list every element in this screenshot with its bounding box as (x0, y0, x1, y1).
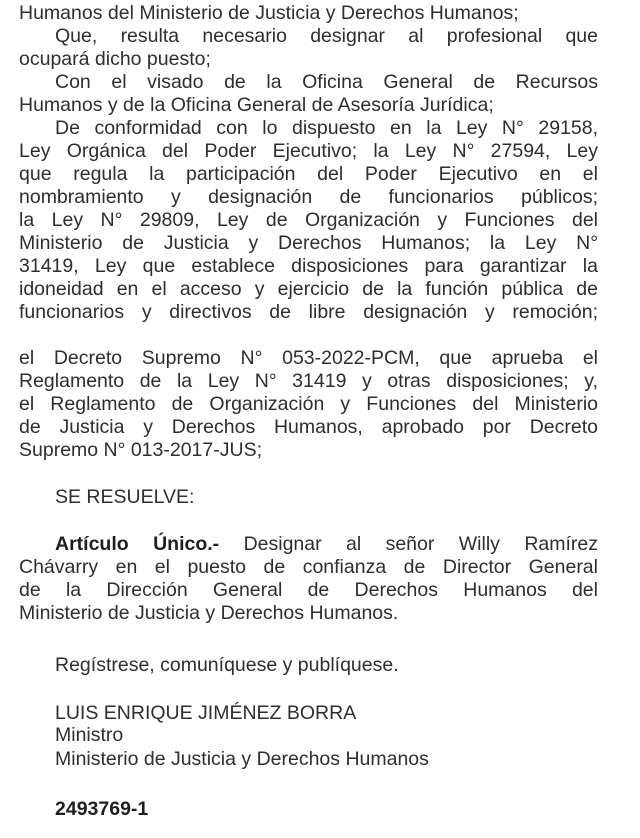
text-line: la Ley N° 29809, Ley de Organización y Funciones del (19, 209, 598, 231)
closing-formula: Regístrese, comuníquese y publíquese. (55, 654, 399, 676)
article-text: Designar al señor Willy Ramírez (243, 533, 598, 555)
text-line: que regula la participación del Poder Ejecutivo en el (19, 163, 598, 185)
publication-code: 2493769-1 (55, 798, 149, 820)
text-line: el Decreto Supremo N° 053-2022-PCM, que aprueba el (19, 347, 598, 369)
text-line: Ley Orgánica del Poder Ejecutivo; la Ley N° 27594, Ley (19, 140, 598, 162)
text-line: Con el visado de la Oficina General de Recursos (55, 71, 598, 93)
article-label: Artículo Único.- (55, 533, 220, 555)
signatory-institution: Ministerio de Justicia y Derechos Humanos (55, 748, 429, 770)
text-line: Ministerio de Justicia y Derechos Humanos; la Ley N° (19, 232, 598, 254)
signatory-title: Ministro (55, 724, 124, 746)
text-line: 31419, Ley que establece disposiciones para garantizar la (19, 255, 598, 277)
text-line: ocupará dicho puesto; (19, 48, 211, 70)
article-line-1 (19, 533, 598, 556)
text-line: Supremo N° 013-2017-JUS; (19, 439, 262, 461)
text-line: Humanos del Ministerio de Justicia y Derechos Humanos; (19, 2, 519, 24)
article-line-4: Ministerio de Justicia y Derechos Humanos. (19, 602, 399, 624)
article-line-2: Chávarry en el puesto de confianza de Director General (19, 556, 598, 578)
text-line: idoneidad en el acceso y ejercicio de la función pública de (19, 278, 598, 300)
text-line: Humanos y de la Oficina General de Asesoría Jurídica; (19, 94, 494, 116)
article-line-3: de la Dirección General de Derechos Humanos del (19, 579, 598, 601)
text-line: el Reglamento de Organización y Funciones del Ministerio (19, 393, 598, 415)
resolve-heading: SE RESUELVE: (55, 486, 195, 508)
text-line: de Justicia y Derechos Humanos, aprobado por Decreto (19, 416, 598, 438)
text-line: funcionarios y directivos de libre designación y remoción; (19, 301, 598, 323)
text-line: Que, resulta necesario designar al profesional que (55, 25, 598, 47)
text-line: De conformidad con lo dispuesto en la Ley N° 29158, (55, 117, 598, 139)
text-line: Reglamento de la Ley N° 31419 y otras disposiciones; y, (19, 370, 598, 392)
signatory-name: LUIS ENRIQUE JIMÉNEZ BORRA (55, 702, 357, 724)
text-line: nombramiento y designación de funcionarios públicos; (19, 186, 598, 208)
